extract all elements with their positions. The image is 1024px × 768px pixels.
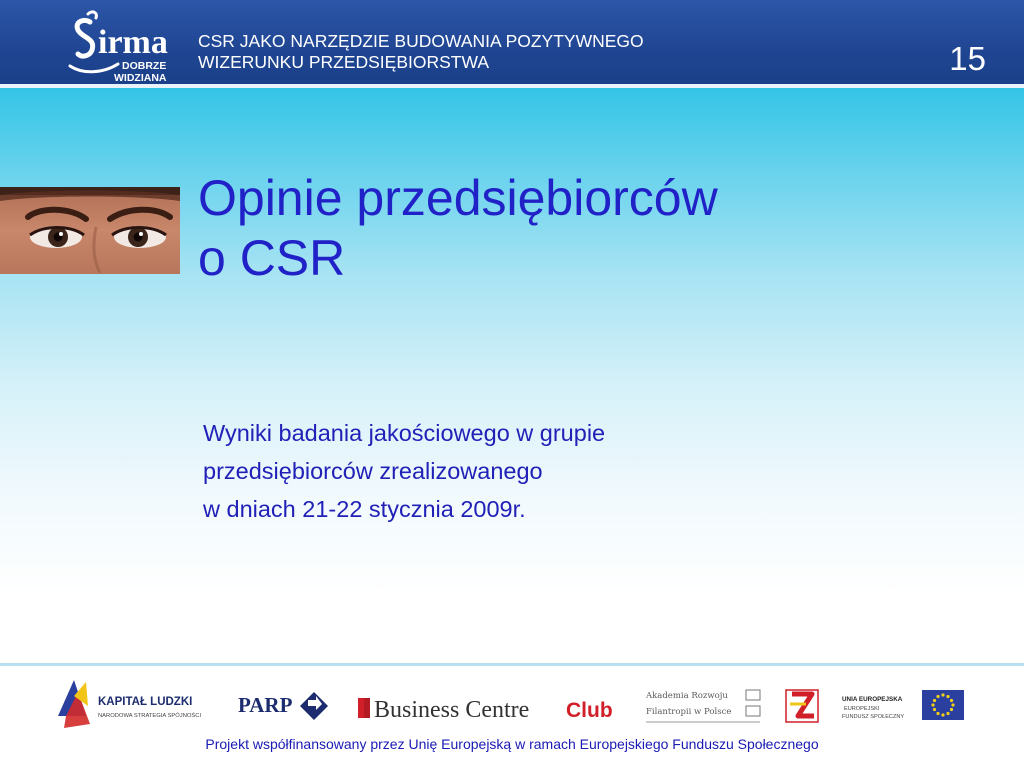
kapital-ludzki-name: KAPITAŁ LUDZKI [98,696,193,708]
header-title [198,31,798,73]
business-centre-club-logo [354,676,624,732]
akademia-line-2: Filantropii w Polsce [646,707,732,717]
study-description-line-2: przedsiębiorców zrealizowanego [203,458,543,484]
akademia-filantropii-logo [642,676,766,732]
study-description-line-1: Wyniki badania jakościowego w grupie [203,420,606,446]
main-title-line-1: Opinie przedsiębiorców [198,170,718,226]
kapital-ludzki-logo [56,676,216,732]
header-bar [0,0,1024,88]
kapital-ludzki-sub: NARODOWA STRATEGIA SPÓJNOŚCI [98,713,202,719]
bcc-club: Club [566,699,613,722]
eu-line-3: FUNDUSZ SPOŁECZNY [842,714,905,720]
header-title-line-2: WIZERUNKU PRZEDSIĘBIORSTWA [198,52,490,72]
study-description-line-3: w dniach 21-22 stycznia 2009r. [203,496,526,522]
logo-tagline-1: DOBRZE [122,60,167,72]
parp-name: PARP [238,693,293,717]
eu-line-1: UNIA EUROPEJSKA [842,696,903,703]
study-description [203,414,763,528]
parp-logo [234,676,334,732]
cofinancing-notice: Projekt współfinansowany przez Unię Europejską w ramach Europejskiego Funduszu Społecznego [205,736,819,752]
main-title [198,168,958,288]
page-number: 15 [949,40,986,77]
firma-dobrze-widziana-logo [62,8,182,84]
akademia-line-1: Akademia Rozwoju [646,691,728,701]
bcc-name: Business Centre [374,697,530,723]
header-title-line-1: CSR JAKO NARZĘDZIE BUDOWANIA POZYTYWNEGO [198,31,644,51]
partner-z-logo [784,676,820,732]
logo-word: irma [98,24,168,61]
eu-social-fund-logo [838,676,968,732]
child-eyes-photo [0,187,180,274]
eu-line-2: EUROPEJSKI [844,706,880,712]
main-title-line-2: o CSR [198,230,346,286]
logo-tagline-2: WIDZIANA [114,72,167,84]
